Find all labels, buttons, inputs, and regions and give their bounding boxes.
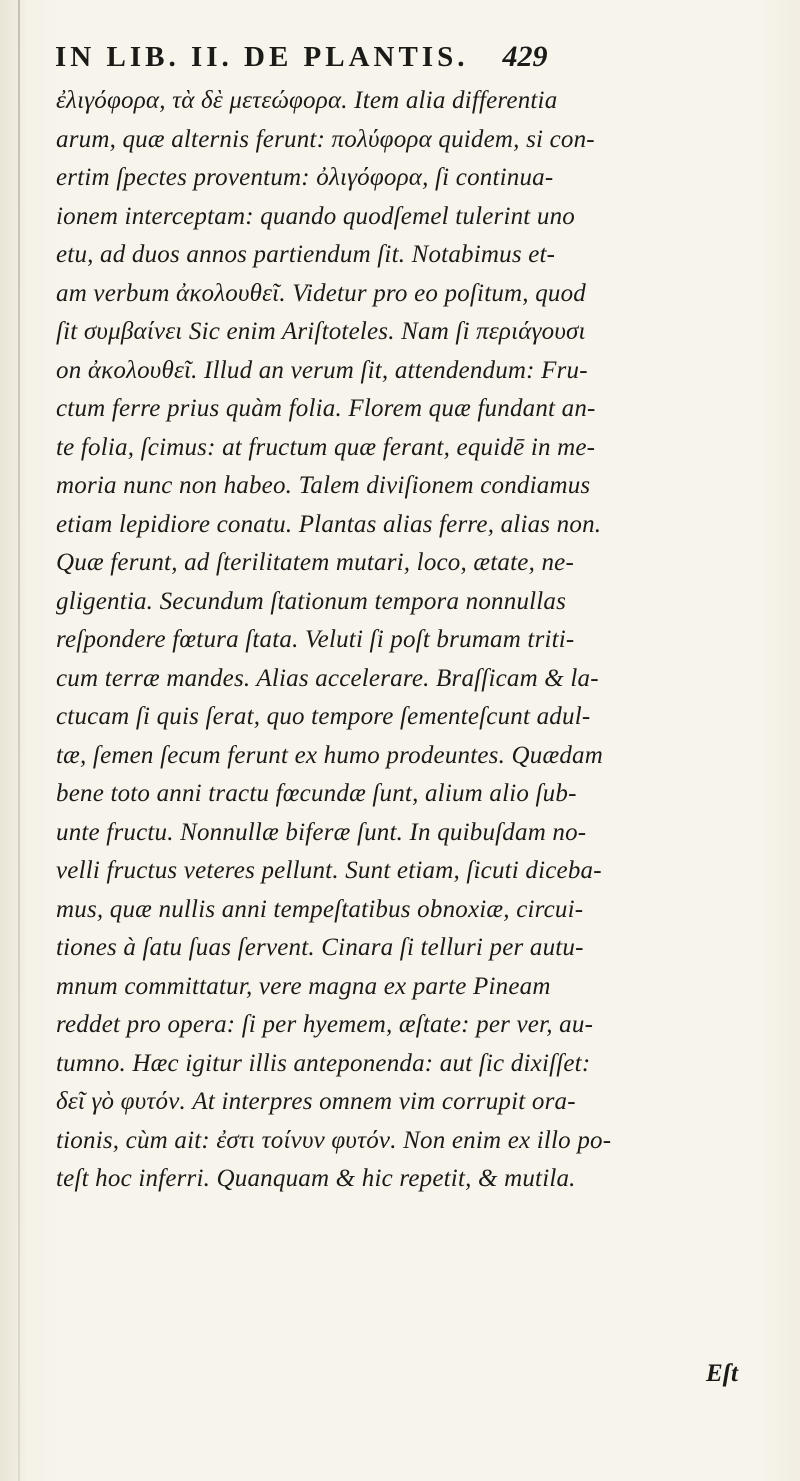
text-line: arum, quæ alternis ferunt: πολύφορα quidem, si con- <box>56 125 595 153</box>
text-line: reſpondere fœtura ſtata. Veluti ſi poſt brumam triti- <box>56 626 575 653</box>
text-line: moria nunc non habeo. Talem diviſionem condiamus <box>56 472 591 499</box>
text-line: mus, quæ nullis anni tempeſtatibus obnoxiæ, circui- <box>56 895 584 923</box>
text-line: Quæ ferunt, ad ſterilitatem mutari, loco, ætate, ne- <box>56 549 574 576</box>
text-line: tæ, ſemen ſecum ferunt ex humo prodeuntes. Quædam <box>56 741 603 769</box>
text-line: mnum committatur, vere magna ex parte Pineam <box>56 972 551 1000</box>
page-number: 429 <box>502 40 548 73</box>
text-line: ionem interceptam: quando quodſemel tulerint uno <box>56 202 575 230</box>
text-line: ctucam ſi quis ſerat, quo tempore ſementeſcunt adul- <box>56 703 591 730</box>
body-text <box>56 82 776 1199</box>
text-line: ertim ſpectes proventum: ὀλιγόφορα, ſi continua- <box>56 164 554 191</box>
text-line: ctum ferre prius quàm folia. Florem quæ fundant an- <box>56 395 596 422</box>
running-head: IN LIB. II. DE PLANTIS. <box>55 41 469 73</box>
catchword: Eſt <box>706 1360 738 1387</box>
text-line: teſt hoc inferri. Quanquam & hic repetit, & mutila. <box>56 1165 576 1192</box>
gutter-shadow <box>18 0 20 1481</box>
text-line: unte fructu. Nonnullæ biferæ ſunt. In quibuſdam no- <box>56 818 587 846</box>
text-line: te folia, ſcimus: at fructum quæ ferant, equidē in me- <box>56 433 596 461</box>
text-line: cum terræ mandes. Alias accelerare. Braſſicam & la- <box>56 664 599 692</box>
text-line: etu, ad duos annos partiendum ſit. Notabimus et- <box>56 241 556 268</box>
text-line: tionis, cùm ait: ἐστι τοίνυν φυτόν. Non enim ex illo po- <box>56 1126 612 1154</box>
text-line: tiones à ſatu ſuas ſervent. Cinara ſi telluri per autu- <box>56 934 584 961</box>
text-line: tumno. Hæc igitur illis anteponenda: aut ſic dixiſſet: <box>56 1049 591 1077</box>
text-line: velli fructus veteres pellunt. Sunt etiam, ſicuti diceba- <box>56 857 602 884</box>
text-line: δεῖ γὸ φυτόν. At interpres omnem vim corrupit ora- <box>56 1088 576 1115</box>
text-line: ſit συμβαίνει Sic enim Ariſtoteles. Nam ſi περιάγουσι <box>56 318 586 345</box>
text-line: on ἀκολουθεῖ. Illud an verum ſit, attendendum: Fru- <box>56 356 588 384</box>
text-line: gligentia. Secundum ſtationum tempora nonnullas <box>56 587 567 615</box>
text-line: ἐλιγόφορα, τὰ δὲ μετεώφορα. Item alia differentia <box>56 87 558 114</box>
text-line: am verbum ἀκολουθεῖ. Videtur pro eo poſitum, quod <box>56 279 587 307</box>
text-line: bene toto anni tractu fœcundæ ſunt, alium alio ſub- <box>56 780 577 807</box>
text-line: reddet pro opera: ſi per hyemem, æſtate: per ver, au- <box>56 1011 594 1038</box>
text-line: etiam lepidiore conatu. Plantas alias ferre, alias non. <box>56 510 602 538</box>
